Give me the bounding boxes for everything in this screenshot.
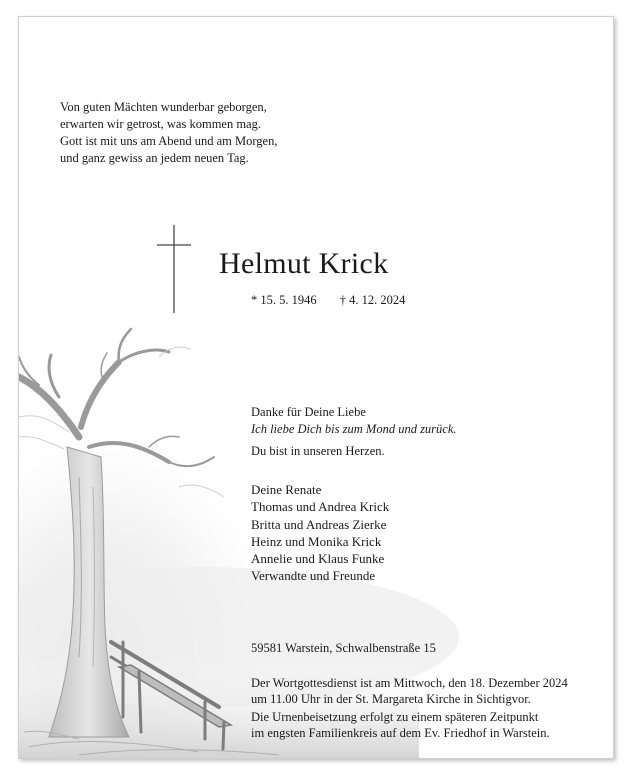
mourner: Heinz und Monika Krick [251,533,382,549]
poem [60,99,277,167]
service-line: im engsten Familienkreis auf dem Ev. Friedhof in Warstein. [251,726,550,740]
service-info [251,675,568,741]
mourners-list [251,481,389,585]
poem-line: und ganz gewiss an jedem neuen Tag. [60,151,249,165]
thanks-block [251,404,457,460]
mourner: Verwandte und Freunde [251,568,376,584]
service-line: Die Urnenbeisetzung erfolgt zu einem späteren Zeitpunkt [251,710,539,724]
mourner: Thomas und Andrea Krick [251,499,390,515]
address: 59581 Warstein, Schwalbenstraße 15 [251,641,436,655]
thanks-heart-line: Du bist in unseren Herzen. [251,444,385,458]
deceased-name: Helmut Krick [219,247,389,280]
life-dates [251,293,425,308]
poem-line: Von guten Mächten wunderbar geborgen, [60,100,267,114]
obituary-card [18,16,614,759]
birth-date: * 15. 5. 1946 [251,293,317,307]
mourner: Deine Renate [251,482,322,497]
service-line: Der Wortgottesdienst ist am Mittwoch, den 18. Dezember 2024 [251,676,568,690]
service-line: um 11.00 Uhr in der St. Margareta Kirche in Sichtigvor. [251,692,531,706]
mourner: Annelie und Klaus Funke [251,551,385,567]
mourner: Britta und Andreas Zierke [251,516,387,532]
death-date: † 4. 12. 2024 [339,293,406,307]
cross-icon [155,225,195,315]
poem-line: erwarten wir getrost, was kommen mag. [60,117,261,131]
poem-line: Gott ist mit uns am Abend und am Morgen, [60,134,278,148]
thanks-line: Danke für Deine Liebe [251,405,366,419]
thanks-quote: Ich liebe Dich bis zum Mond und zurück. [251,422,457,436]
